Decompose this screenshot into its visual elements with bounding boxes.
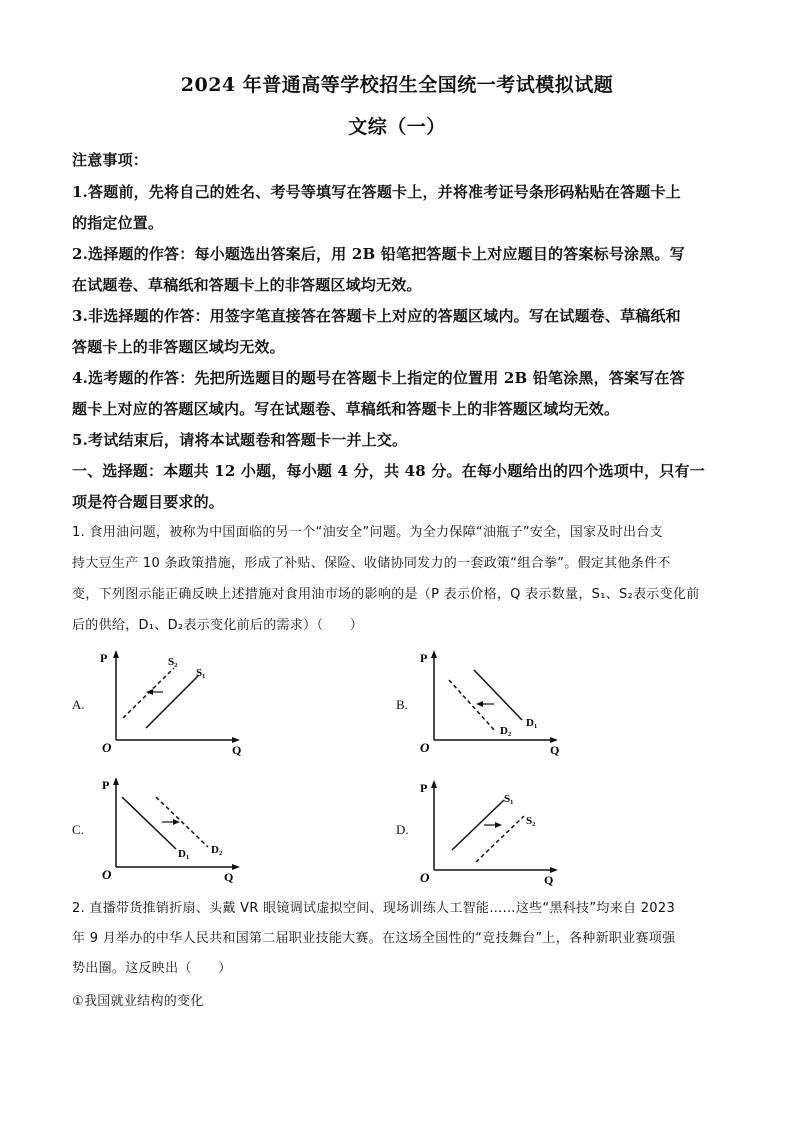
p-axis-label: P — [102, 778, 110, 792]
p-axis-arrow — [113, 777, 119, 785]
curve-label-solid: S₁ — [196, 667, 206, 679]
origin-label: O — [102, 740, 112, 755]
section-heading: 项是符合题目要求的。 — [72, 493, 225, 511]
notice-line: 答题卡上的非答题区域均无效。 — [72, 338, 285, 356]
notice-line: 的指定位置。 — [72, 214, 164, 232]
supply-curve-dashed — [476, 816, 524, 862]
demand-curve-solid — [474, 670, 522, 720]
notice-line: 3.非选择题的作答：用签字笔直接答在答题卡上对应的答题区域内。写在试题卷、草稿纸和 — [72, 307, 681, 325]
notice-line: 在试题卷、草稿纸和答题卡上的非答题区域均无效。 — [72, 276, 422, 294]
q-axis-label: Q — [544, 873, 554, 887]
option-c-label[interactable]: C. — [72, 822, 84, 837]
p-axis-arrow — [431, 650, 437, 658]
question-1-text: 变，下列图示能正确反映上述措施对食用油市场的影响的是（P 表示价格，Q 表示数量，S₁、S₂表示变化前 — [72, 587, 700, 602]
curve-label-solid: S₁ — [504, 793, 514, 805]
curve-label-dashed: S₂ — [168, 656, 178, 668]
option-d-graph — [414, 778, 564, 886]
origin-label: O — [420, 870, 430, 885]
notice-line: 5.考试结束后，请将本试题卷和答题卡一并上交。 — [72, 431, 408, 449]
option-d-label[interactable]: D. — [396, 822, 409, 837]
q-axis-label: Q — [224, 870, 234, 884]
notice-heading: 注意事项： — [72, 151, 149, 169]
origin-label: O — [420, 740, 430, 755]
question-1-text: 持大豆生产 10 条政策措施，形成了补贴、保险、收储协同发力的一套政策“组合拳”。假定其他条件不 — [72, 556, 671, 571]
q-axis-label: Q — [550, 743, 560, 757]
question-1-text: 1. 食用油问题，被称为中国面临的另一个“油安全”问题。为全力保障“油瓶子”安全，国家及时出台支 — [72, 525, 663, 540]
option-a-graph — [96, 648, 246, 756]
question-2-text: 势出圈。这反映出（ ） — [72, 961, 232, 976]
notice-line: 1.答题前，先将自己的姓名、考号等填写在答题卡上，并将准考证号条形码粘贴在答题卡上 — [72, 183, 681, 201]
notice-line: 2.选择题的作答：每小题选出答案后，用 2B 铅笔把答题卡上对应题目的答案标号涂黑。写 — [72, 245, 685, 263]
notice-line: 题卡上对应的答题区域内。写在试题卷、草稿纸和答题卡上的非答题区域均无效。 — [72, 400, 620, 418]
curve-label-dashed: D₂ — [500, 725, 512, 737]
shift-arrowhead — [146, 689, 153, 695]
option-b-graph — [414, 648, 564, 756]
p-axis-arrow — [113, 650, 119, 658]
origin-label: O — [102, 867, 112, 882]
q-axis-label: Q — [232, 743, 242, 757]
curve-label-solid: D₁ — [526, 717, 538, 729]
exam-subtitle: 文综（一） — [348, 116, 446, 138]
p-axis-arrow — [431, 780, 437, 788]
question-2-text: 年 9 月举办的中华人民共和国第二届职业技能大赛。在这场全国性的“竞技舞台”上，各种新职业赛项强 — [72, 931, 676, 946]
curve-label-solid: D₁ — [178, 848, 190, 860]
option-c-graph — [96, 775, 246, 883]
question-2-text: 2. 直播带货推销折扇、头戴 VR 眼镜调试虚拟空间、现场训练人工智能……这些“黑科技”均来自 2023 — [72, 901, 676, 916]
p-axis-label: P — [420, 781, 428, 795]
supply-curve-solid — [146, 675, 199, 728]
shift-arrowhead — [495, 822, 502, 828]
notice-line: 4.选考题的作答：先把所选题目的题号在答题卡上指定的位置用 2B 铅笔涂黑，答案写在答 — [72, 369, 685, 387]
option-a-label[interactable]: A. — [72, 697, 85, 712]
question-1-text: 后的供给，D₁、D₂表示变化前后的需求）（ ） — [72, 618, 364, 633]
curve-label-dashed: D₂ — [211, 844, 223, 856]
p-axis-label: P — [100, 651, 108, 665]
shift-arrowhead — [173, 819, 180, 825]
p-axis-label: P — [420, 651, 428, 665]
exam-title: 2024 年普通高等学校招生全国统一考试模拟试题 — [180, 74, 614, 96]
curve-label-dashed: S₂ — [526, 815, 536, 827]
shift-arrowhead — [476, 701, 483, 707]
section-heading: 一、选择题：本题共 12 小题，每小题 4 分，共 48 分。在每小题给出的四个选项中，只有一 — [72, 462, 705, 480]
demand-curve-dashed — [449, 680, 496, 732]
question-2-option-1[interactable]: ①我国就业结构的变化 — [72, 994, 204, 1009]
demand-curve-solid — [122, 797, 176, 849]
option-b-label[interactable]: B. — [396, 697, 408, 712]
